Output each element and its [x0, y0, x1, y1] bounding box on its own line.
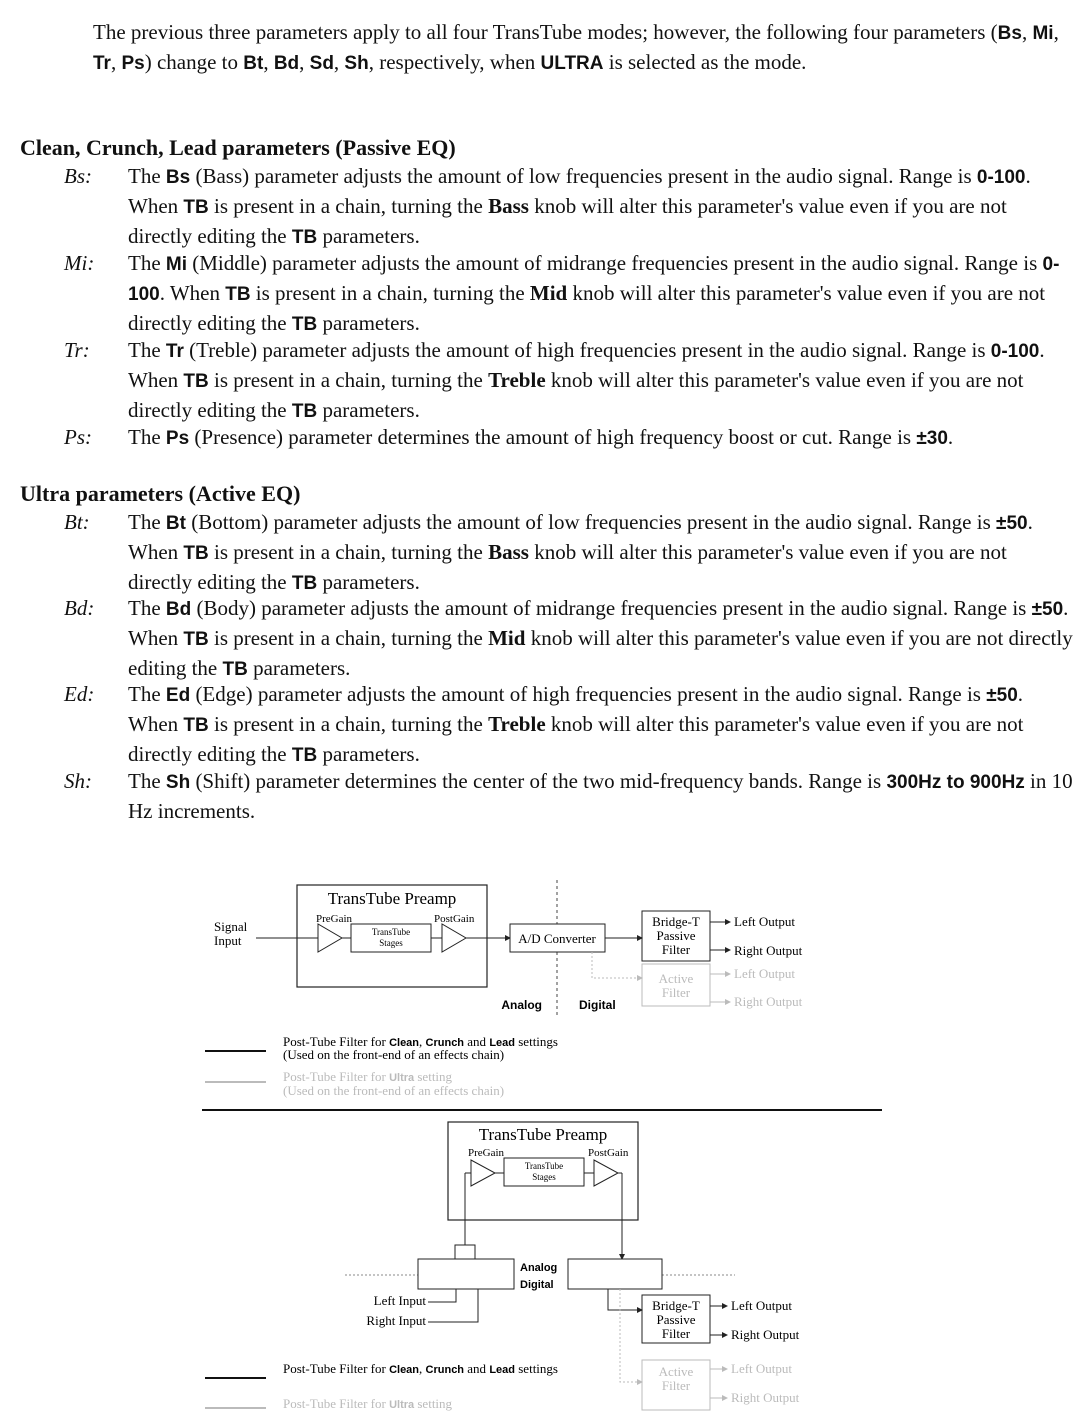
note-text: , respectively, when — [368, 50, 541, 74]
sep: , — [333, 50, 345, 74]
t: is present in a chain, turning the — [208, 626, 489, 650]
ad-converter-2 — [418, 1259, 514, 1289]
t: (Treble) parameter adjusts the amount of high frequencies present in the audio signal. Range is — [183, 338, 991, 362]
bridge2-label-3: Filter — [661, 1326, 691, 1341]
t: is present in a chain, turning the — [208, 368, 489, 392]
sep: , — [299, 50, 310, 74]
knob: Treble — [488, 368, 546, 392]
stages-label-2b: Stages — [532, 1172, 556, 1182]
code: TB — [183, 629, 209, 650]
t: (Bass) parameter adjusts the amount of low frequencies present in the audio signal. Range is — [190, 164, 977, 188]
postgain-amp-icon-2 — [594, 1160, 618, 1186]
knob: Treble — [488, 712, 546, 736]
t: (Shift) parameter determines the center of the two mid-frequency bands. Range is — [190, 769, 887, 793]
stages-label-1: TransTube — [371, 927, 411, 937]
param-key: Bs: — [64, 164, 92, 188]
t: The — [128, 769, 166, 793]
svg-text:Post-Tube Filter for Ultra set: Post-Tube Filter for Ultra setting — [283, 1396, 453, 1411]
code: Bs — [165, 167, 191, 188]
diagram-2 — [205, 1122, 800, 1411]
sep: , — [1053, 20, 1059, 44]
param-code: Bd — [273, 53, 300, 74]
postgain-label: PostGain — [434, 913, 475, 925]
right-input-label: Right Input — [366, 1313, 426, 1328]
param-key: Bt: — [64, 510, 90, 534]
param-code: Mi — [1032, 23, 1054, 44]
param-code: Sh — [344, 53, 369, 74]
left-output-label: Left Output — [734, 914, 796, 929]
param-code: Ps — [121, 53, 145, 74]
range: ±50 — [1031, 599, 1064, 620]
t: The — [128, 164, 166, 188]
t: knob will alter this parameter's value even if you are not directly editing the — [128, 626, 1073, 680]
t: (Presence) parameter determines the amount of high frequency boost or cut. Range is — [189, 425, 917, 449]
t: parameters. — [317, 742, 420, 766]
t: in 10 Hz increments. — [128, 769, 1073, 823]
right-output-label: Right Output — [734, 943, 803, 958]
signal-label-1: Signal — [214, 919, 248, 934]
t: (Body) parameter adjusts the amount of midrange frequencies present in the audio signal. Range is — [191, 596, 1032, 620]
knob: Bass — [488, 540, 529, 564]
left-output-ultra-label-2: Left Output — [731, 1361, 793, 1376]
analog-label: Analog — [501, 998, 542, 1012]
left-output-ultra-label: Left Output — [734, 966, 796, 981]
param-key: Tr: — [64, 338, 90, 362]
active-label-2: Filter — [661, 985, 691, 1000]
code: TB — [291, 745, 318, 766]
t: The — [128, 682, 166, 706]
bridge-label-2: Passive — [656, 928, 696, 943]
analog-label-2: Analog — [520, 1262, 558, 1274]
stages-label-2: Stages — [379, 938, 403, 948]
range: 0-100 — [990, 341, 1040, 362]
pregain-amp-icon — [318, 924, 342, 952]
pregain-label: PreGain — [316, 913, 353, 925]
code: TB — [183, 371, 209, 392]
param-code: ULTRA — [540, 53, 604, 74]
code: Bt — [165, 513, 186, 534]
stages-label-2a: TransTube — [524, 1161, 564, 1171]
t: . When — [128, 510, 1033, 564]
svg-text:Post-Tube Filter for Clean, Cr: Post-Tube Filter for Clean, Crunch and Lead settings — [283, 1361, 558, 1376]
signal-label-2: Input — [214, 933, 242, 948]
t: knob will alter this parameter's value even if you are not directly editing the — [128, 194, 1007, 248]
active-label-1: Active — [658, 971, 694, 986]
active2-label-1: Active — [658, 1364, 694, 1379]
t: . When — [128, 596, 1069, 650]
t: The — [128, 425, 166, 449]
code: TB — [291, 573, 318, 594]
t: parameters. — [317, 224, 420, 248]
range: 300Hz to 900Hz — [886, 772, 1025, 793]
t: parameters. — [317, 311, 420, 335]
bridge-label-1: Bridge-T — [652, 914, 700, 929]
ultra-heading: Ultra parameters (Active EQ) — [20, 481, 301, 506]
code: Tr — [165, 341, 184, 362]
t: is present in a chain, turning the — [208, 194, 489, 218]
code: Ps — [165, 428, 190, 449]
t: knob will alter this parameter's value even if you are not directly editing the — [128, 540, 1007, 594]
t: . When — [128, 338, 1045, 392]
note-text: is selected as the mode. — [603, 50, 807, 74]
t: (Bottom) parameter adjusts the amount of low frequencies present in the audio signal. Range is — [185, 510, 997, 534]
t: knob will alter this parameter's value even if you are not directly editing the — [128, 281, 1046, 335]
t: is present in a chain, turning the — [250, 281, 530, 305]
code: TB — [291, 227, 318, 248]
preamp-title-2: TransTube Preamp — [478, 1125, 608, 1144]
t: parameters. — [247, 656, 351, 680]
t: parameters. — [317, 570, 420, 594]
range: 0-100 — [128, 254, 1060, 305]
da-converter-2 — [568, 1259, 662, 1289]
range: 0-100 — [976, 167, 1026, 188]
note-text: ) change to — [144, 50, 244, 74]
param-key: Bd: — [64, 596, 95, 620]
t: The — [128, 338, 166, 362]
active2-label-2: Filter — [661, 1378, 691, 1393]
param-code: Bt — [243, 53, 264, 74]
param-key: Mi: — [64, 251, 95, 275]
passive-heading: Clean, Crunch, Lead parameters (Passive EQ) — [20, 135, 456, 160]
postgain-amp-icon — [442, 924, 466, 952]
param-code: Sd — [309, 53, 334, 74]
code: TB — [183, 543, 209, 564]
t: . When — [159, 281, 226, 305]
param-key: Sh: — [64, 769, 92, 793]
sep: , — [1021, 20, 1033, 44]
knob: Bass — [488, 194, 529, 218]
param-key: Ed: — [64, 682, 95, 706]
t: The — [128, 596, 166, 620]
pregain-amp-icon-2 — [471, 1160, 495, 1186]
postgain-label-2: PostGain — [588, 1147, 629, 1159]
knob: Mid — [488, 626, 526, 650]
range: ±50 — [986, 685, 1018, 706]
svg-text:Post-Tube Filter for Ultra set: Post-Tube Filter for Ultra setting — [283, 1069, 453, 1084]
code: TB — [222, 659, 248, 680]
t: . — [947, 425, 954, 449]
digital-label: Digital — [579, 998, 616, 1012]
right-output-ultra-label-2: Right Output — [731, 1390, 800, 1405]
t: (Middle) parameter adjusts the amount of midrange frequencies present in the audio signal. Range is — [187, 251, 1043, 275]
t: is present in a chain, turning the — [208, 712, 489, 736]
pregain-label-2: PreGain — [468, 1147, 505, 1159]
t: knob will alter this parameter's value even if you are not directly editing the — [128, 368, 1024, 422]
left-input-label: Left Input — [373, 1293, 426, 1308]
bridge2-label-2: Passive — [656, 1312, 696, 1327]
code: TB — [291, 401, 318, 422]
right-output-label-2: Right Output — [731, 1327, 800, 1342]
t: knob will alter this parameter's value even if you are not directly editing the — [128, 712, 1024, 766]
code: TB — [225, 284, 251, 305]
code: Ed — [165, 685, 191, 706]
param-code: Bs — [997, 23, 1022, 44]
code: Bd — [165, 599, 192, 620]
t: is present in a chain, turning the — [208, 540, 489, 564]
diagram-1 — [205, 880, 803, 1098]
t: (Edge) parameter adjusts the amount of high frequencies present in the audio signal. Range is — [190, 682, 987, 706]
t: . When — [128, 682, 1024, 736]
svg-text:Post-Tube Filter for Clean, Cr: Post-Tube Filter for Clean, Crunch and Lead settings — [283, 1034, 558, 1049]
sep: , — [110, 50, 122, 74]
code: TB — [183, 197, 209, 218]
range: ±30 — [916, 428, 948, 449]
legend1-line2: (Used on the front-end of an effects chain) — [283, 1047, 505, 1062]
param-key: Ps: — [64, 425, 92, 449]
sep: , — [263, 50, 274, 74]
right-output-ultra-label: Right Output — [734, 994, 803, 1009]
t: The — [128, 510, 166, 534]
preamp-title: TransTube Preamp — [327, 889, 457, 908]
param-code: Tr — [93, 53, 111, 74]
note-text: The previous three parameters apply to all four TransTube modes; however, the following four parameters ( — [93, 20, 998, 44]
legend2-line2: (Used on the front-end of an effects chain) — [283, 1083, 505, 1098]
bridge-label-3: Filter — [661, 942, 691, 957]
ad-label: A/D Converter — [518, 931, 596, 946]
digital-label-2: Digital — [520, 1279, 554, 1291]
code: Mi — [165, 254, 188, 275]
code: Sh — [165, 772, 191, 793]
t: parameters. — [317, 398, 420, 422]
code: TB — [183, 715, 209, 736]
knob: Mid — [529, 281, 568, 305]
bridge2-label-1: Bridge-T — [652, 1298, 700, 1313]
code: TB — [291, 314, 318, 335]
left-output-label-2: Left Output — [731, 1298, 793, 1313]
range: ±50 — [996, 513, 1028, 534]
t: . When — [128, 164, 1031, 218]
t: The — [128, 251, 166, 275]
